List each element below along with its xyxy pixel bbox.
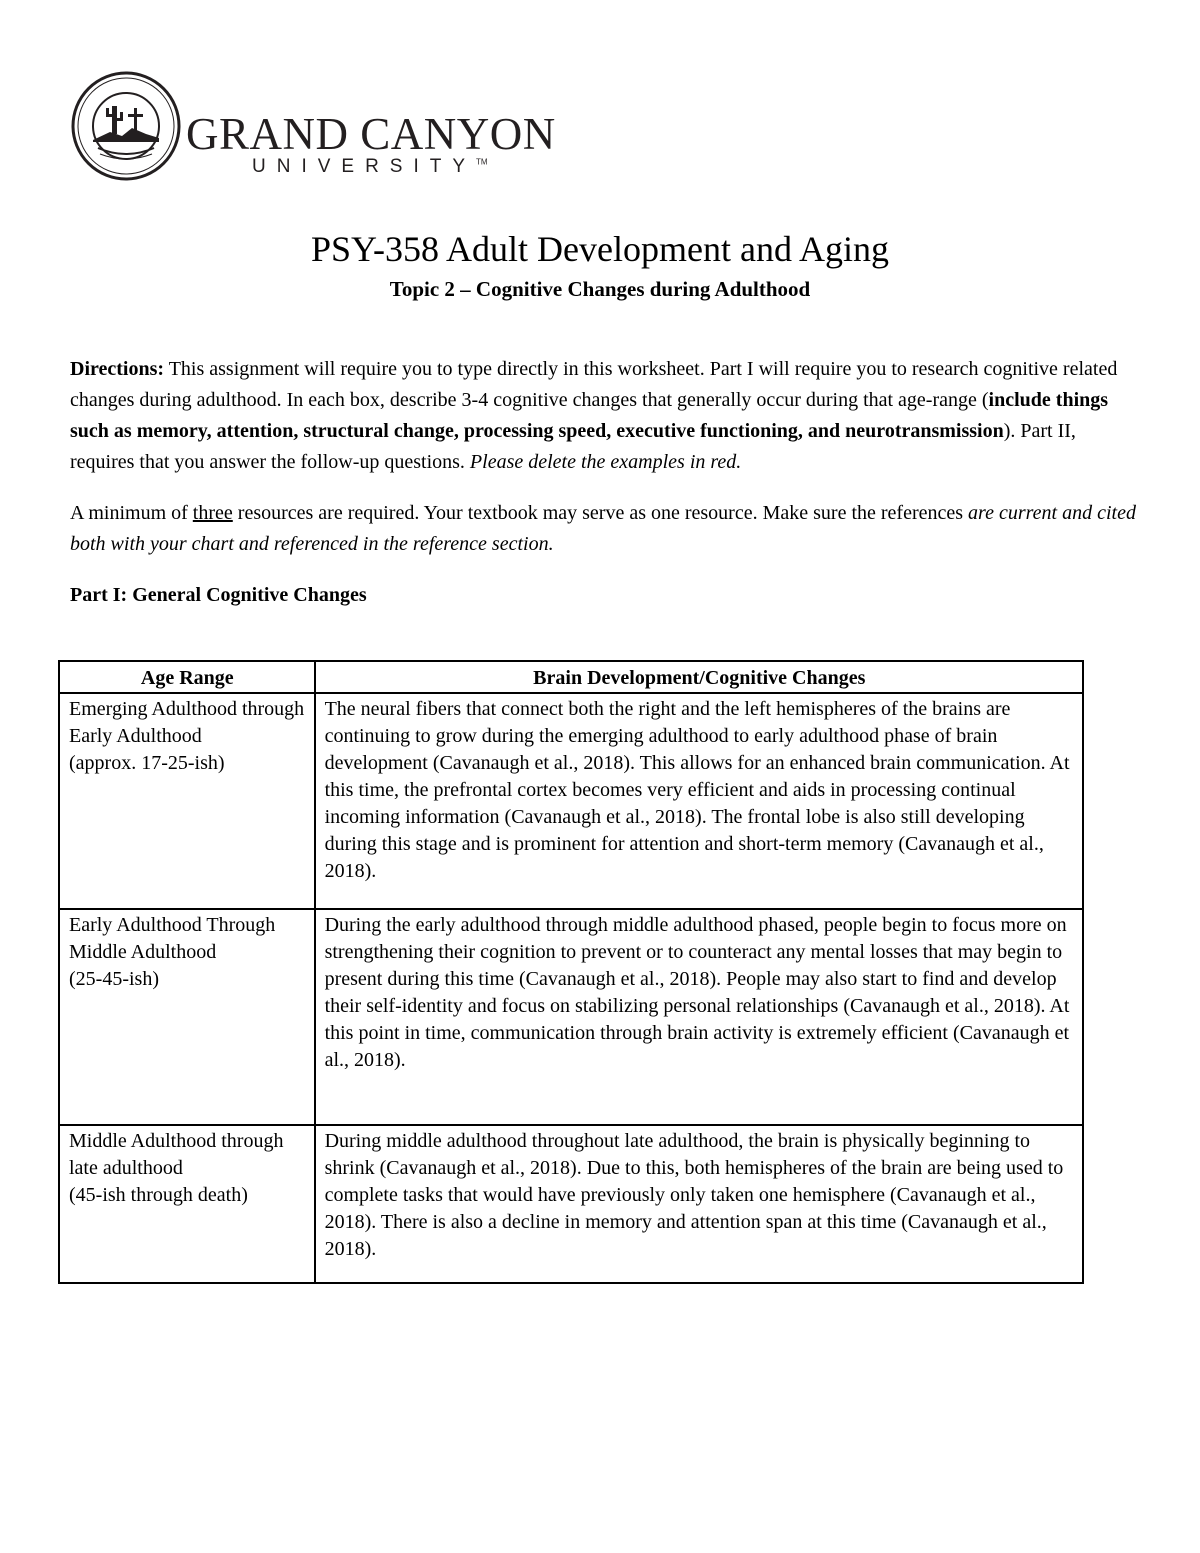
logo-sub-text: UNIVERSITY	[252, 156, 477, 177]
age-range: (approx. 17-25-ish)	[69, 752, 225, 774]
changes-cell[interactable]: The neural fibers that connect both the right and the left hemispheres of the brains are continuing to grow during the emerging adulthood to early adulthood phase of brain development (Cavanaugh et al., 2018). This allows for an enhanced brain communication. At this time, the prefrontal cortex becomes very efficient and aids in processing continual incoming information (Cavanaugh et al., 2018). The frontal lobe is also still developing during this stage and is prominent for attention and short-term memory (Cavanaugh et al., 2018).	[315, 693, 1083, 909]
header-brain-development: Brain Development/Cognitive Changes	[315, 661, 1083, 693]
age-cell[interactable]	[59, 1125, 315, 1283]
directions-text-1: This assignment will require you to type directly in this worksheet. Part I will require you to research cognitive related changes during adulthood. In each box, describe 3-4 cognitive changes that generally occur during that age-range (	[70, 358, 1118, 411]
changes-cell[interactable]: During the early adulthood through middle adulthood phased, people begin to focus more on strengthening their cognition to prevent or to counteract any mental losses that may begin to present during this time (Cavanaugh et al., 2018). People may also start to find and develop their self-identity and focus on stabilizing personal relationships (Cavanaugh et al., 2018). At this point in time, communication through brain activity is extremely efficient (Cavanaugh et al., 2018).	[315, 909, 1083, 1125]
table-row	[59, 909, 1083, 1125]
directions-italic: Please delete the examples in red.	[469, 451, 742, 473]
min-post: resources are required. Your textbook may serve as one resource. Make sure the references	[232, 502, 969, 524]
age-range: (45-ish through death)	[69, 1184, 248, 1206]
age-cell[interactable]	[59, 909, 315, 1125]
logo-name: GRAND CANYON	[186, 109, 556, 159]
table-header-row	[59, 661, 1083, 693]
logo-subtitle	[252, 156, 488, 178]
age-label: Early Adulthood Through Middle Adulthood	[69, 914, 276, 963]
directions-paragraph	[70, 354, 1140, 478]
minimum-resources-paragraph	[70, 498, 1140, 560]
age-label: Emerging Adulthood through Early Adulthood	[69, 698, 305, 747]
directions-bold: include things such as memory, attention, structural change, processing speed, executive functioning, and neurotransmission	[70, 389, 1109, 442]
changes-cell[interactable]: During middle adulthood throughout late adulthood, the brain is physically beginning to shrink (Cavanaugh et al., 2018). Due to this, both hemispheres of the brain are being used to complete tasks that would have previously only taken one hemisphere (Cavanaugh et al., 2018). There is also a decline in memory and attention span at this time (Cavanaugh et al., 2018).	[315, 1125, 1083, 1283]
age-range: (25-45-ish)	[69, 968, 159, 990]
table-row	[59, 1125, 1083, 1283]
age-label: Middle Adulthood through late adulthood	[69, 1130, 284, 1179]
table	[58, 660, 1084, 1284]
header-age-range: Age Range	[59, 661, 315, 693]
age-cell[interactable]	[59, 693, 315, 909]
min-underline: three	[192, 502, 233, 524]
university-logo	[70, 70, 556, 190]
university-seal-icon	[70, 70, 182, 182]
directions-section	[70, 354, 1140, 631]
page-subtitle: Topic 2 – Cognitive Changes during Adulthood	[389, 277, 811, 301]
table-row	[59, 693, 1083, 909]
min-italic: are current and cited both with your chart and referenced in the reference section.	[70, 502, 1136, 555]
part-one-heading: Part I: General Cognitive Changes	[70, 584, 367, 606]
directions-text-2: ). Part II, requires that you answer the follow-up questions.	[70, 420, 1076, 473]
page-title: PSY-358 Adult Development and Aging	[311, 229, 889, 269]
logo-trademark: TM	[476, 157, 488, 167]
min-pre: A minimum of	[70, 502, 193, 524]
cognitive-changes-table	[58, 660, 1084, 1284]
directions-label: Directions:	[70, 358, 165, 380]
